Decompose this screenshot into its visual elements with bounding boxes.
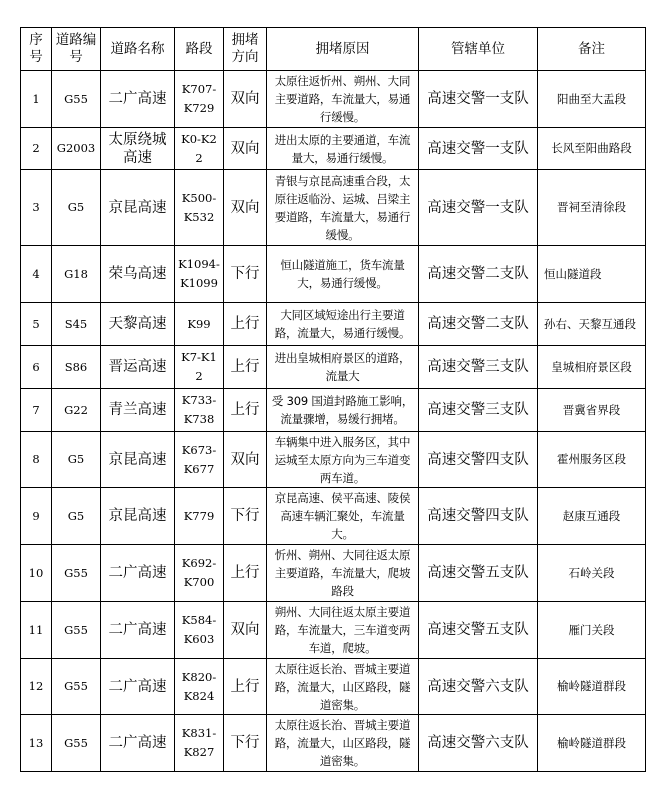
- cell-segment: K584-K603: [175, 602, 224, 659]
- cell-unit: 高速交警四支队: [419, 488, 538, 545]
- cell-reason: 车辆集中进入服务区，其中运城至太原方向为三车道变两车道。: [267, 432, 419, 488]
- cell-road-name: 二广高速: [101, 71, 175, 128]
- cell-segment: K0-K22: [175, 128, 224, 170]
- cell-no: 3: [21, 170, 52, 246]
- cell-unit: 高速交警四支队: [419, 432, 538, 488]
- cell-reason: 恒山隧道施工，货车流量大，易通行缓慢。: [267, 246, 419, 303]
- cell-road-code: S86: [52, 346, 101, 389]
- cell-unit: 高速交警六支队: [419, 715, 538, 772]
- cell-no: 13: [21, 715, 52, 772]
- cell-road-code: G55: [52, 659, 101, 715]
- cell-segment: K692-K700: [175, 545, 224, 602]
- cell-note: 晋祠至清徐段: [538, 170, 646, 246]
- cell-unit: 高速交警三支队: [419, 346, 538, 389]
- table-body: [21, 71, 646, 772]
- cell-road-code: S45: [52, 303, 101, 346]
- cell-road-name: 二广高速: [101, 715, 175, 772]
- table-row: [21, 659, 646, 715]
- cell-unit: 高速交警二支队: [419, 303, 538, 346]
- cell-reason: 青银与京昆高速重合段，太原往返临汾、运城、吕梁主要道路，车流量大，易通行缓慢。: [267, 170, 419, 246]
- cell-unit: 高速交警二支队: [419, 246, 538, 303]
- cell-note: 榆岭隧道群段: [538, 659, 646, 715]
- cell-road-name: 荣乌高速: [101, 246, 175, 303]
- cell-reason: 太原往返忻州、朔州、大同主要道路，车流量大，易通行缓慢。: [267, 71, 419, 128]
- header-direction: 拥堵方向: [224, 28, 267, 71]
- cell-reason: 太原往返长治、晋城主要道路，流量大，山区路段，隧道密集。: [267, 715, 419, 772]
- cell-direction: 上行: [224, 545, 267, 602]
- table-row: [21, 303, 646, 346]
- cell-reason: 大同区域短途出行主要道路，流量大，易通行缓慢。: [267, 303, 419, 346]
- cell-direction: 上行: [224, 346, 267, 389]
- cell-segment: K779: [175, 488, 224, 545]
- cell-reason: 京昆高速、侯平高速、陵侯高速车辆汇聚处，车流量大。: [267, 488, 419, 545]
- cell-direction: 上行: [224, 389, 267, 432]
- cell-segment: K820-K824: [175, 659, 224, 715]
- cell-road-code: G55: [52, 602, 101, 659]
- cell-segment: K500-K532: [175, 170, 224, 246]
- cell-unit: 高速交警六支队: [419, 659, 538, 715]
- cell-note: 榆岭隧道群段: [538, 715, 646, 772]
- cell-road-name: 京昆高速: [101, 432, 175, 488]
- cell-direction: 下行: [224, 488, 267, 545]
- cell-no: 9: [21, 488, 52, 545]
- table-row: [21, 432, 646, 488]
- cell-unit: 高速交警三支队: [419, 389, 538, 432]
- cell-note: 长风至阳曲路段: [538, 128, 646, 170]
- cell-note: 孙右、天黎互通段: [538, 303, 646, 346]
- header-unit: 管辖单位: [419, 28, 538, 71]
- cell-road-code: G2003: [52, 128, 101, 170]
- cell-direction: 双向: [224, 432, 267, 488]
- cell-segment: K1094-K1099: [175, 246, 224, 303]
- cell-direction: 上行: [224, 659, 267, 715]
- cell-direction: 双向: [224, 170, 267, 246]
- cell-road-code: G55: [52, 71, 101, 128]
- table-row: [21, 715, 646, 772]
- cell-road-code: G5: [52, 488, 101, 545]
- header-segment: 路段: [175, 28, 224, 71]
- table-row: [21, 71, 646, 128]
- cell-road-code: G55: [52, 545, 101, 602]
- table-row: [21, 488, 646, 545]
- cell-segment: K7-K12: [175, 346, 224, 389]
- cell-road-name: 青兰高速: [101, 389, 175, 432]
- cell-road-name: 天黎高速: [101, 303, 175, 346]
- table-row: [21, 246, 646, 303]
- cell-segment: K733-K738: [175, 389, 224, 432]
- table-row: [21, 170, 646, 246]
- cell-note: 恒山隧道段: [538, 246, 646, 303]
- congestion-table: [20, 27, 646, 772]
- cell-direction: 下行: [224, 246, 267, 303]
- cell-no: 6: [21, 346, 52, 389]
- cell-segment: K99: [175, 303, 224, 346]
- cell-road-name: 京昆高速: [101, 170, 175, 246]
- cell-road-code: G18: [52, 246, 101, 303]
- cell-unit: 高速交警五支队: [419, 602, 538, 659]
- cell-direction: 下行: [224, 715, 267, 772]
- cell-reason: 进出皇城相府景区的道路，流量大: [267, 346, 419, 389]
- cell-road-name: 晋运高速: [101, 346, 175, 389]
- cell-no: 12: [21, 659, 52, 715]
- cell-no: 8: [21, 432, 52, 488]
- table-row: [21, 128, 646, 170]
- cell-road-name: 二广高速: [101, 659, 175, 715]
- cell-segment: K673-K677: [175, 432, 224, 488]
- cell-road-name: 二广高速: [101, 545, 175, 602]
- cell-unit: 高速交警一支队: [419, 71, 538, 128]
- cell-reason: 忻州、朔州、大同往返太原主要道路，车流量大，爬坡路段: [267, 545, 419, 602]
- cell-no: 10: [21, 545, 52, 602]
- cell-unit: 高速交警五支队: [419, 545, 538, 602]
- cell-note: 雁门关段: [538, 602, 646, 659]
- cell-no: 5: [21, 303, 52, 346]
- cell-note: 石岭关段: [538, 545, 646, 602]
- cell-no: 2: [21, 128, 52, 170]
- cell-no: 11: [21, 602, 52, 659]
- table-row: [21, 346, 646, 389]
- cell-segment: K707-K729: [175, 71, 224, 128]
- cell-unit: 高速交警一支队: [419, 128, 538, 170]
- cell-road-name: 太原绕城高速: [101, 128, 175, 170]
- header-road-code: 道路编号: [52, 28, 101, 71]
- cell-road-name: 京昆高速: [101, 488, 175, 545]
- cell-note: 霍州服务区段: [538, 432, 646, 488]
- table-row: [21, 602, 646, 659]
- table-row: [21, 389, 646, 432]
- header-no: 序号: [21, 28, 52, 71]
- header-road-name: 道路名称: [101, 28, 175, 71]
- cell-direction: 双向: [224, 128, 267, 170]
- cell-road-code: G22: [52, 389, 101, 432]
- cell-direction: 双向: [224, 71, 267, 128]
- cell-reason: 进出太原的主要通道，车流量大，易通行缓慢。: [267, 128, 419, 170]
- table-row: [21, 545, 646, 602]
- cell-no: 7: [21, 389, 52, 432]
- cell-segment: K831-K827: [175, 715, 224, 772]
- cell-direction: 上行: [224, 303, 267, 346]
- header-note: 备注: [538, 28, 646, 71]
- cell-note: 阳曲至大盂段: [538, 71, 646, 128]
- cell-note: 晋冀省界段: [538, 389, 646, 432]
- cell-note: 赵康互通段: [538, 488, 646, 545]
- header-reason: 拥堵原因: [267, 28, 419, 71]
- cell-road-code: G55: [52, 715, 101, 772]
- cell-direction: 双向: [224, 602, 267, 659]
- cell-reason: 朔州、大同往返太原主要道路，车流量大，三车道变两车道，爬坡。: [267, 602, 419, 659]
- cell-note: 皇城相府景区段: [538, 346, 646, 389]
- cell-road-name: 二广高速: [101, 602, 175, 659]
- cell-road-code: G5: [52, 432, 101, 488]
- header-row: [21, 28, 646, 71]
- cell-road-code: G5: [52, 170, 101, 246]
- cell-no: 4: [21, 246, 52, 303]
- cell-reason: 太原往返长治、晋城主要道路，流量大，山区路段，隧道密集。: [267, 659, 419, 715]
- cell-no: 1: [21, 71, 52, 128]
- cell-reason: 受 309 国道封路施工影响，流量骤增，易缓行拥堵。: [267, 389, 419, 432]
- cell-unit: 高速交警一支队: [419, 170, 538, 246]
